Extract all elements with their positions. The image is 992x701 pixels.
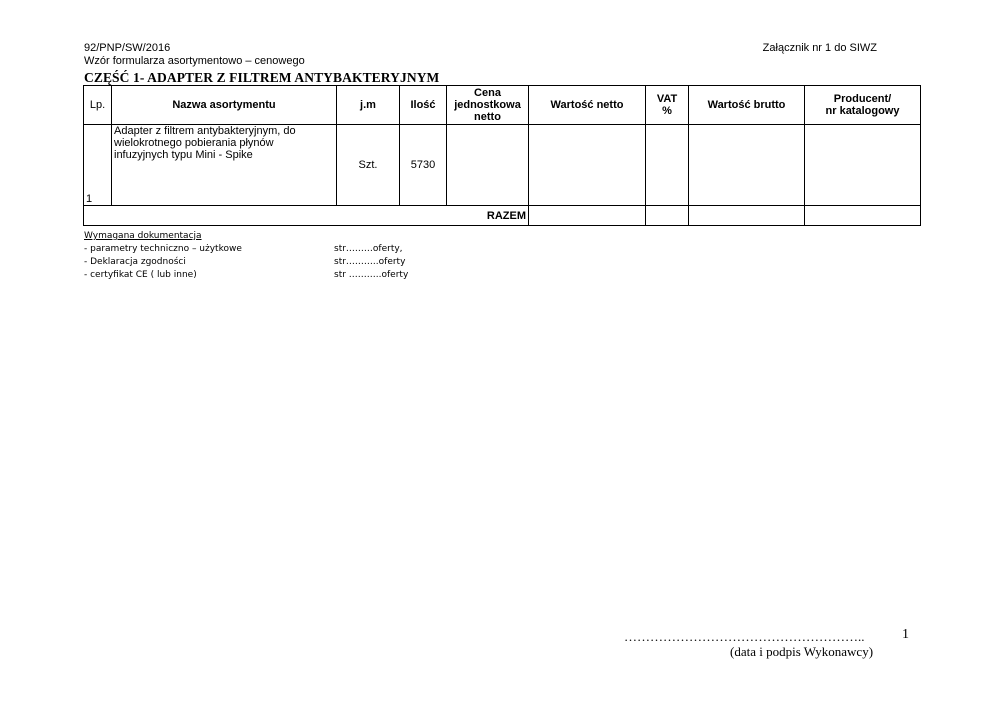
total-gross-value[interactable]: [689, 206, 805, 226]
col-header-unit-price: Cena jednostkowa netto: [447, 86, 529, 125]
table-row: [84, 125, 921, 206]
col-header-gross-value: Wartość brutto: [689, 86, 805, 125]
signature-caption: (data i podpis Wykonawcy): [730, 644, 874, 659]
total-vat[interactable]: [646, 206, 689, 226]
list-item: [84, 269, 408, 282]
required-documentation: [84, 230, 408, 282]
doc-page-ref: str ………..oferty: [334, 270, 409, 280]
list-item: [84, 243, 408, 256]
part-title: CZĘŚĆ 1- ADAPTER Z FILTREM ANTYBAKTERYJNYM: [84, 70, 440, 85]
col-header-vat: VAT %: [646, 86, 689, 125]
cell-name: Adapter z filtrem antybakteryjnym, do wielokrotnego pobierania płynów infuzyjnych typu Mini - Spike: [112, 125, 337, 206]
cell-unit-price[interactable]: [447, 125, 529, 206]
total-row: [84, 206, 921, 226]
cell-vat[interactable]: [646, 125, 689, 206]
cell-producer[interactable]: [805, 125, 921, 206]
list-item: [84, 256, 408, 269]
total-producer: [805, 206, 921, 226]
doc-label: - Deklaracja zgodności: [84, 257, 186, 267]
document-header: [84, 42, 305, 68]
total-net-value[interactable]: [529, 206, 646, 226]
form-subtitle: Wzór formularza asortymentowo – cenowego: [84, 55, 305, 67]
col-header-producer: Producent/ nr katalogowy: [805, 86, 921, 125]
cell-qty: 5730: [400, 125, 447, 206]
col-header-qty: Ilość: [400, 86, 447, 125]
col-header-name: Nazwa asortymentu: [112, 86, 337, 125]
cell-lp: 1: [84, 125, 112, 206]
doc-label: - parametry techniczno – użytkowe: [84, 244, 242, 254]
cell-net-value[interactable]: [529, 125, 646, 206]
documentation-heading: Wymagana dokumentacja: [84, 231, 202, 241]
col-header-unit: j.m: [337, 86, 400, 125]
cell-gross-value[interactable]: [689, 125, 805, 206]
signature-line: ………………………………………………..: [624, 629, 865, 644]
annex-label: Załącznik nr 1 do SIWZ: [762, 42, 877, 54]
assortment-price-table: [83, 85, 921, 226]
col-header-net-value: Wartość netto: [529, 86, 646, 125]
doc-page-ref: str………..oferty: [334, 257, 406, 267]
doc-page-ref: str………oferty,: [334, 244, 403, 254]
page-number: 1: [902, 627, 909, 642]
doc-label: - certyfikat CE ( lub inne): [84, 270, 197, 280]
total-label: RAZEM: [84, 206, 529, 226]
col-header-lp: Lp.: [84, 86, 112, 125]
reference-number: 92/PNP/SW/2016: [84, 42, 171, 54]
table-header-row: [84, 86, 921, 125]
cell-unit: Szt.: [337, 125, 400, 206]
